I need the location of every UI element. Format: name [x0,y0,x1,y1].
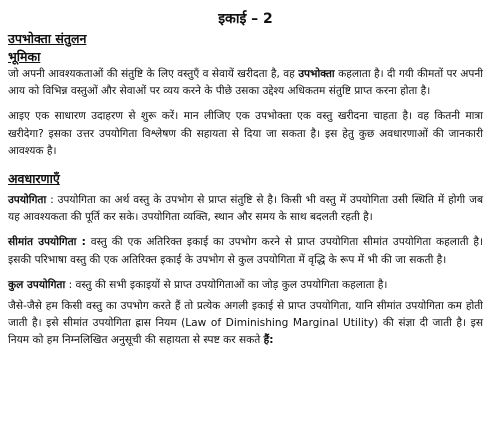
marginal-utility-text: वस्तु की एक अतिरिक्त इकाई का उपभोग करने से प्राप्त उपयोगिता सीमांत उपयोगिता कहलाती है। इसकी परिभाषा वस्तु की एक अतिरिक्त इकाई के उपभोग से कुल उपयोगिता में वृद्धि के रूप में भी की जा सकती है। [8,236,483,266]
intro-p1-text-a: जो अपनी आवश्यकताओं की संतुष्टि के लिए वस्तुएँ व सेवायें खरीदता है, वह [8,68,299,80]
total-utility-paragraph [8,277,483,294]
utility-text: : उपयोगिता का अर्थ वस्तु के उपभोग से प्राप्त संतुष्टि से है। किसी भी वस्तु में उपयोगिता उसी स्थिति में होगी जब यह आवश्यकता की पूर्ति कर सके। उपयोगिता व्यक्ति, स्थान और समय के साथ बदलती रहती है। [8,194,483,224]
intro-heading: भूमिका [8,49,41,64]
utility-paragraph [8,192,483,226]
concepts-heading: अवधारणाएँ [8,171,60,187]
unit-title: इकाई – 2 [218,11,273,27]
intro-paragraph-2: आइए एक साधारण उदाहरण से शुरू करें। मान लीजिए एक उपभोक्ता एक वस्तु खरीदना चाहता है। वह कितनी मात्रा खरीदेगा? इसका उत्तर उपयोगिता विश्लेषण की सहायता से दिया जा सकता है। इस हेतु कुछ अवधारणाओं की जानकारी आवश्यक है। [8,110,483,157]
utility-term: उपयोगिता [8,194,47,207]
intro-paragraph-1 [8,66,483,100]
law-text-end: हैं: [263,334,274,347]
total-utility-term: कुल उपयोगिता [8,278,66,291]
law-paragraph [8,298,483,350]
total-utility-text: : वस्तु की सभी इकाइयों से प्राप्त उपयोगिताओं का जोड़ कुल उपयोगिता कहलाता है। [65,278,388,291]
intro-p1-text-b: कहलाता है। दी गयी कीमतों पर अपनी आय को विभिन्न वस्तुओं और सेवाओं पर व्यय करने के पीछे उसका उद्देश्य अधिकतम संतुष्टि प्राप्त करना होता है। [8,68,483,98]
law-text: जैसे-जैसे हम किसी वस्तु का उपभोग करते हैं तो प्रत्येक अगली इकाई से प्राप्त उपयोगिता, यानि सीमांत उपयोगिता कम होती जाती है। इसे सीमांत उपयोगिता ह्रास नियम (Law of Diminishing Marginal Utility) की संज्ञा दी जाती है। इस नियम को हम निम्नलिखित अनुसूची की सहायता से स्पष्ट कर सकते [8,300,483,347]
consumer-term: उपभोक्ता [298,68,335,80]
section-heading: उपभोक्ता संतुलन [8,31,87,46]
marginal-utility-term: सीमांत उपयोगिता : [8,236,86,249]
marginal-utility-paragraph [8,234,483,268]
